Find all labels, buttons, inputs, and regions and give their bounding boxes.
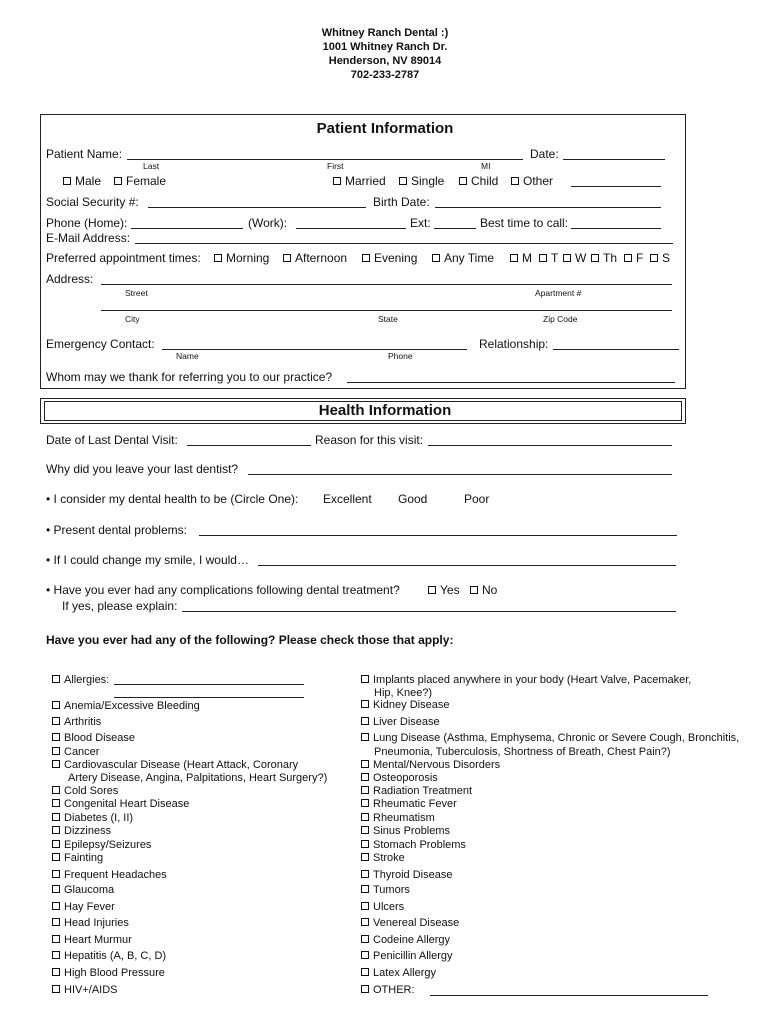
consider-row: • I consider my dental health to be (Circle One): — [46, 492, 299, 506]
sub-label-first: First — [327, 161, 344, 171]
checkbox-icon[interactable] — [361, 786, 369, 794]
condition-arthritis[interactable]: Arthritis — [52, 716, 101, 729]
bullet-icon: • — [46, 523, 51, 537]
female-option[interactable]: Female — [114, 174, 166, 188]
health-info-title: Health Information — [318, 402, 452, 419]
birth-date-label: Birth Date: — [373, 195, 430, 209]
referral-field[interactable] — [347, 382, 675, 383]
condition-venereal-disease[interactable]: Venereal Disease — [361, 917, 459, 930]
any-time-option[interactable]: Any Time — [432, 251, 494, 265]
checkbox-icon[interactable] — [52, 733, 60, 741]
condition-other[interactable]: OTHER: — [361, 984, 415, 997]
condition-lung-disease-cont: Pneumonia, Tuberculosis, Shortness of Breath, Chest Pain?) — [374, 746, 671, 758]
practice-name: Whitney Ranch Dental :) — [321, 27, 449, 39]
condition-implants[interactable]: Implants placed anywhere in your body (Heart Valve, Pacemaker, — [361, 674, 691, 687]
checkbox-icon[interactable] — [361, 885, 369, 893]
day-m-checkbox[interactable] — [510, 254, 518, 262]
change-smile-field[interactable] — [258, 565, 676, 566]
checkbox-icon[interactable] — [361, 918, 369, 926]
checkbox-icon[interactable] — [52, 902, 60, 910]
condition-sinus-problems[interactable]: Sinus Problems — [361, 825, 450, 838]
checkbox-icon[interactable] — [52, 701, 60, 709]
day-w-checkbox[interactable] — [563, 254, 571, 262]
best-time-field[interactable] — [571, 228, 661, 229]
checkbox-icon[interactable] — [52, 935, 60, 943]
emergency-contact-label: Emergency Contact: — [46, 337, 155, 351]
explain-field[interactable] — [182, 611, 676, 612]
condition-cold-sores[interactable]: Cold Sores — [52, 785, 118, 798]
child-checkbox[interactable] — [459, 177, 467, 185]
ssn-field[interactable] — [148, 207, 366, 208]
morning-option[interactable]: Morning — [214, 251, 269, 265]
condition-radiation-treatment[interactable]: Radiation Treatment — [361, 785, 472, 798]
referral-label: Whom may we thank for referring you to our practice? — [46, 370, 333, 384]
other-condition-field[interactable] — [430, 995, 708, 996]
ext-label: Ext: — [410, 216, 431, 230]
checkbox-icon[interactable] — [52, 968, 60, 976]
condition-stroke[interactable]: Stroke — [361, 852, 405, 865]
condition-dizziness[interactable]: Dizziness — [52, 825, 111, 838]
condition-rheumatic-fever[interactable]: Rheumatic Fever — [361, 798, 457, 811]
practice-street: 1001 Whitney Ranch Dr. — [322, 41, 448, 53]
day-th-option[interactable]: Th — [591, 251, 617, 265]
allergies-field-2[interactable] — [114, 697, 304, 698]
date-label: Date: — [530, 147, 559, 161]
day-t-option[interactable]: T — [539, 251, 558, 265]
condition-tumors[interactable]: Tumors — [361, 884, 410, 897]
excellent-option[interactable]: Excellent — [323, 492, 372, 506]
checkbox-icon[interactable] — [361, 675, 369, 683]
date-field[interactable] — [563, 159, 665, 160]
condition-blood-disease[interactable]: Blood Disease — [52, 732, 135, 745]
condition-implants-cont: Hip, Knee?) — [374, 687, 433, 699]
checkbox-icon[interactable] — [361, 826, 369, 834]
sub-label-city: City — [125, 314, 140, 324]
condition-osteoporosis[interactable]: Osteoporosis — [361, 772, 438, 785]
checkbox-icon[interactable] — [52, 747, 60, 755]
day-th-checkbox[interactable] — [591, 254, 599, 262]
condition-mental-nervous[interactable]: Mental/Nervous Disorders — [361, 759, 500, 772]
day-s-checkbox[interactable] — [650, 254, 658, 262]
change-smile-row: • If I could change my smile, I would… — [46, 553, 249, 567]
condition-cardiovascular-cont: Artery Disease, Angina, Palpitations, Heart Surgery?) — [68, 772, 328, 784]
checkbox-icon[interactable] — [361, 733, 369, 741]
married-option[interactable]: Married — [333, 174, 386, 188]
checkbox-icon[interactable] — [52, 799, 60, 807]
single-option[interactable]: Single — [399, 174, 444, 188]
reason-label: Reason for this visit: — [315, 433, 424, 447]
checkbox-icon[interactable] — [361, 935, 369, 943]
complications-yes-option[interactable]: Yes — [428, 583, 460, 597]
single-checkbox[interactable] — [399, 177, 407, 185]
day-s-option[interactable]: S — [650, 251, 670, 265]
patient-info-title: Patient Information — [316, 120, 454, 137]
other-option[interactable]: Other — [511, 174, 553, 188]
other-checkbox[interactable] — [511, 177, 519, 185]
checkbox-icon[interactable] — [52, 985, 60, 993]
present-problems-row: • Present dental problems: — [46, 523, 187, 537]
complications-no-option[interactable]: No — [470, 583, 497, 597]
afternoon-checkbox[interactable] — [283, 254, 291, 262]
checkbox-icon[interactable] — [361, 700, 369, 708]
address-street-field[interactable] — [101, 284, 672, 285]
practice-phone: 702-233-2787 — [350, 69, 420, 81]
checkbox-icon[interactable] — [52, 675, 60, 683]
condition-anemia[interactable]: Anemia/Excessive Bleeding — [52, 700, 200, 713]
complications-row: • Have you ever had any complications following dental treatment? — [46, 583, 400, 597]
morning-checkbox[interactable] — [214, 254, 222, 262]
checkbox-icon[interactable] — [52, 813, 60, 821]
phone-home-field[interactable] — [131, 228, 243, 229]
condition-rheumatism[interactable]: Rheumatism — [361, 812, 435, 825]
checkbox-icon[interactable] — [52, 885, 60, 893]
condition-head-injuries[interactable]: Head Injuries — [52, 917, 129, 930]
explain-label: If yes, please explain: — [62, 599, 178, 613]
phone-home-label: Phone (Home): — [46, 216, 128, 230]
complications-no-checkbox[interactable] — [470, 586, 478, 594]
condition-hepatitis[interactable]: Hepatitis (A, B, C, D) — [52, 950, 166, 963]
poor-option[interactable]: Poor — [464, 492, 490, 506]
checkbox-icon[interactable] — [52, 840, 60, 848]
evening-option[interactable]: Evening — [362, 251, 417, 265]
condition-penicillin-allergy[interactable]: Penicillin Allergy — [361, 950, 452, 963]
sub-label-apartment: Apartment # — [535, 288, 582, 298]
checkbox-icon[interactable] — [52, 826, 60, 834]
emergency-contact-field[interactable] — [162, 349, 467, 350]
good-option[interactable]: Good — [398, 492, 428, 506]
checkbox-icon[interactable] — [361, 717, 369, 725]
checkbox-icon[interactable] — [361, 773, 369, 781]
email-label: E-Mail Address: — [46, 231, 131, 245]
sub-label-street: Street — [125, 288, 148, 298]
sub-label-state: State — [378, 314, 398, 324]
condition-liver-disease[interactable]: Liver Disease — [361, 716, 440, 729]
checkbox-icon[interactable] — [52, 717, 60, 725]
condition-lung-disease[interactable]: Lung Disease (Asthma, Emphysema, Chronic or Severe Cough, Bronchitis, — [361, 732, 739, 745]
male-option[interactable]: Male — [63, 174, 101, 188]
sub-label-zip: Zip Code — [543, 314, 578, 324]
ssn-label: Social Security #: — [46, 195, 139, 209]
phone-work-label: (Work): — [248, 216, 288, 230]
checkbox-icon[interactable] — [361, 853, 369, 861]
practice-city: Henderson, NV 89014 — [328, 55, 442, 67]
last-visit-label: Date of Last Dental Visit: — [46, 433, 178, 447]
bullet-icon: • — [46, 553, 51, 567]
checkbox-icon[interactable] — [52, 760, 60, 768]
condition-codeine-allergy[interactable]: Codeine Allergy — [361, 934, 450, 947]
condition-glaucoma[interactable]: Glaucoma — [52, 884, 114, 897]
checkbox-icon[interactable] — [52, 853, 60, 861]
last-visit-field[interactable] — [187, 445, 311, 446]
day-t-checkbox[interactable] — [539, 254, 547, 262]
ext-field[interactable] — [434, 228, 476, 229]
day-w-option[interactable]: W — [563, 251, 586, 265]
other-status-field[interactable] — [571, 186, 661, 187]
checkbox-icon[interactable] — [52, 951, 60, 959]
relationship-field[interactable] — [553, 349, 679, 350]
sub-label-last: Last — [143, 161, 160, 171]
address-label: Address: — [46, 272, 94, 286]
best-time-label: Best time to call: — [480, 216, 569, 230]
patient-name-field[interactable] — [127, 159, 523, 160]
bullet-icon: • — [46, 492, 51, 506]
checkbox-icon[interactable] — [52, 870, 60, 878]
conditions-heading: Have you ever had any of the following? Please check those that apply: — [46, 633, 454, 647]
checkbox-icon[interactable] — [361, 951, 369, 959]
why-leave-label: Why did you leave your last dentist? — [46, 462, 239, 476]
condition-hiv-aids[interactable]: HIV+/AIDS — [52, 984, 118, 997]
child-option[interactable]: Child — [459, 174, 498, 188]
phone-work-field[interactable] — [296, 228, 406, 229]
checkbox-icon[interactable] — [361, 902, 369, 910]
condition-cardiovascular[interactable]: Cardiovascular Disease (Heart Attack, Coronary — [52, 759, 298, 772]
pref-times-label: Preferred appointment times: — [46, 251, 201, 265]
married-checkbox[interactable] — [333, 177, 341, 185]
sub-label-name: Name — [176, 351, 199, 361]
condition-frequent-headaches[interactable]: Frequent Headaches — [52, 869, 167, 882]
checkbox-icon[interactable] — [361, 968, 369, 976]
checkbox-icon[interactable] — [361, 799, 369, 807]
checkbox-icon[interactable] — [361, 760, 369, 768]
checkbox-icon[interactable] — [52, 786, 60, 794]
condition-hay-fever[interactable]: Hay Fever — [52, 901, 115, 914]
patient-name-label: Patient Name: — [46, 147, 123, 161]
present-problems-field[interactable] — [199, 535, 677, 536]
checkbox-icon[interactable] — [361, 840, 369, 848]
condition-heart-murmur[interactable]: Heart Murmur — [52, 934, 132, 947]
condition-thyroid-disease[interactable]: Thyroid Disease — [361, 869, 452, 882]
day-f-checkbox[interactable] — [624, 254, 632, 262]
condition-diabetes[interactable]: Diabetes (I, II) — [52, 812, 133, 825]
birth-date-field[interactable] — [435, 207, 661, 208]
relationship-label: Relationship: — [479, 337, 549, 351]
allergies-field-1[interactable] — [114, 684, 304, 685]
any-time-checkbox[interactable] — [432, 254, 440, 262]
complications-yes-checkbox[interactable] — [428, 586, 436, 594]
sub-label-mi: MI — [481, 161, 491, 171]
address-city-field[interactable] — [101, 310, 672, 311]
day-m-option[interactable]: M — [510, 251, 532, 265]
condition-congenital-heart[interactable]: Congenital Heart Disease — [52, 798, 189, 811]
afternoon-option[interactable]: Afternoon — [283, 251, 347, 265]
condition-allergies[interactable]: Allergies: — [52, 674, 109, 687]
condition-latex-allergy[interactable]: Latex Allergy — [361, 967, 436, 980]
condition-fainting[interactable]: Fainting — [52, 852, 103, 865]
male-checkbox[interactable] — [63, 177, 71, 185]
checkbox-icon[interactable] — [361, 870, 369, 878]
day-f-option[interactable]: F — [624, 251, 643, 265]
email-field[interactable] — [135, 243, 673, 244]
why-leave-field[interactable] — [248, 474, 672, 475]
condition-high-blood-pressure[interactable]: High Blood Pressure — [52, 967, 165, 980]
checkbox-icon[interactable] — [361, 813, 369, 821]
sub-label-phone: Phone — [388, 351, 413, 361]
bullet-icon: • — [46, 583, 51, 597]
reason-field[interactable] — [428, 445, 672, 446]
condition-kidney-disease[interactable]: Kidney Disease — [361, 699, 449, 712]
evening-checkbox[interactable] — [362, 254, 370, 262]
female-checkbox[interactable] — [114, 177, 122, 185]
condition-cancer[interactable]: Cancer — [52, 746, 99, 759]
condition-epilepsy[interactable]: Epilepsy/Seizures — [52, 839, 151, 852]
condition-ulcers[interactable]: Ulcers — [361, 901, 404, 914]
checkbox-icon[interactable] — [52, 918, 60, 926]
condition-stomach-problems[interactable]: Stomach Problems — [361, 839, 466, 852]
checkbox-icon[interactable] — [361, 985, 369, 993]
